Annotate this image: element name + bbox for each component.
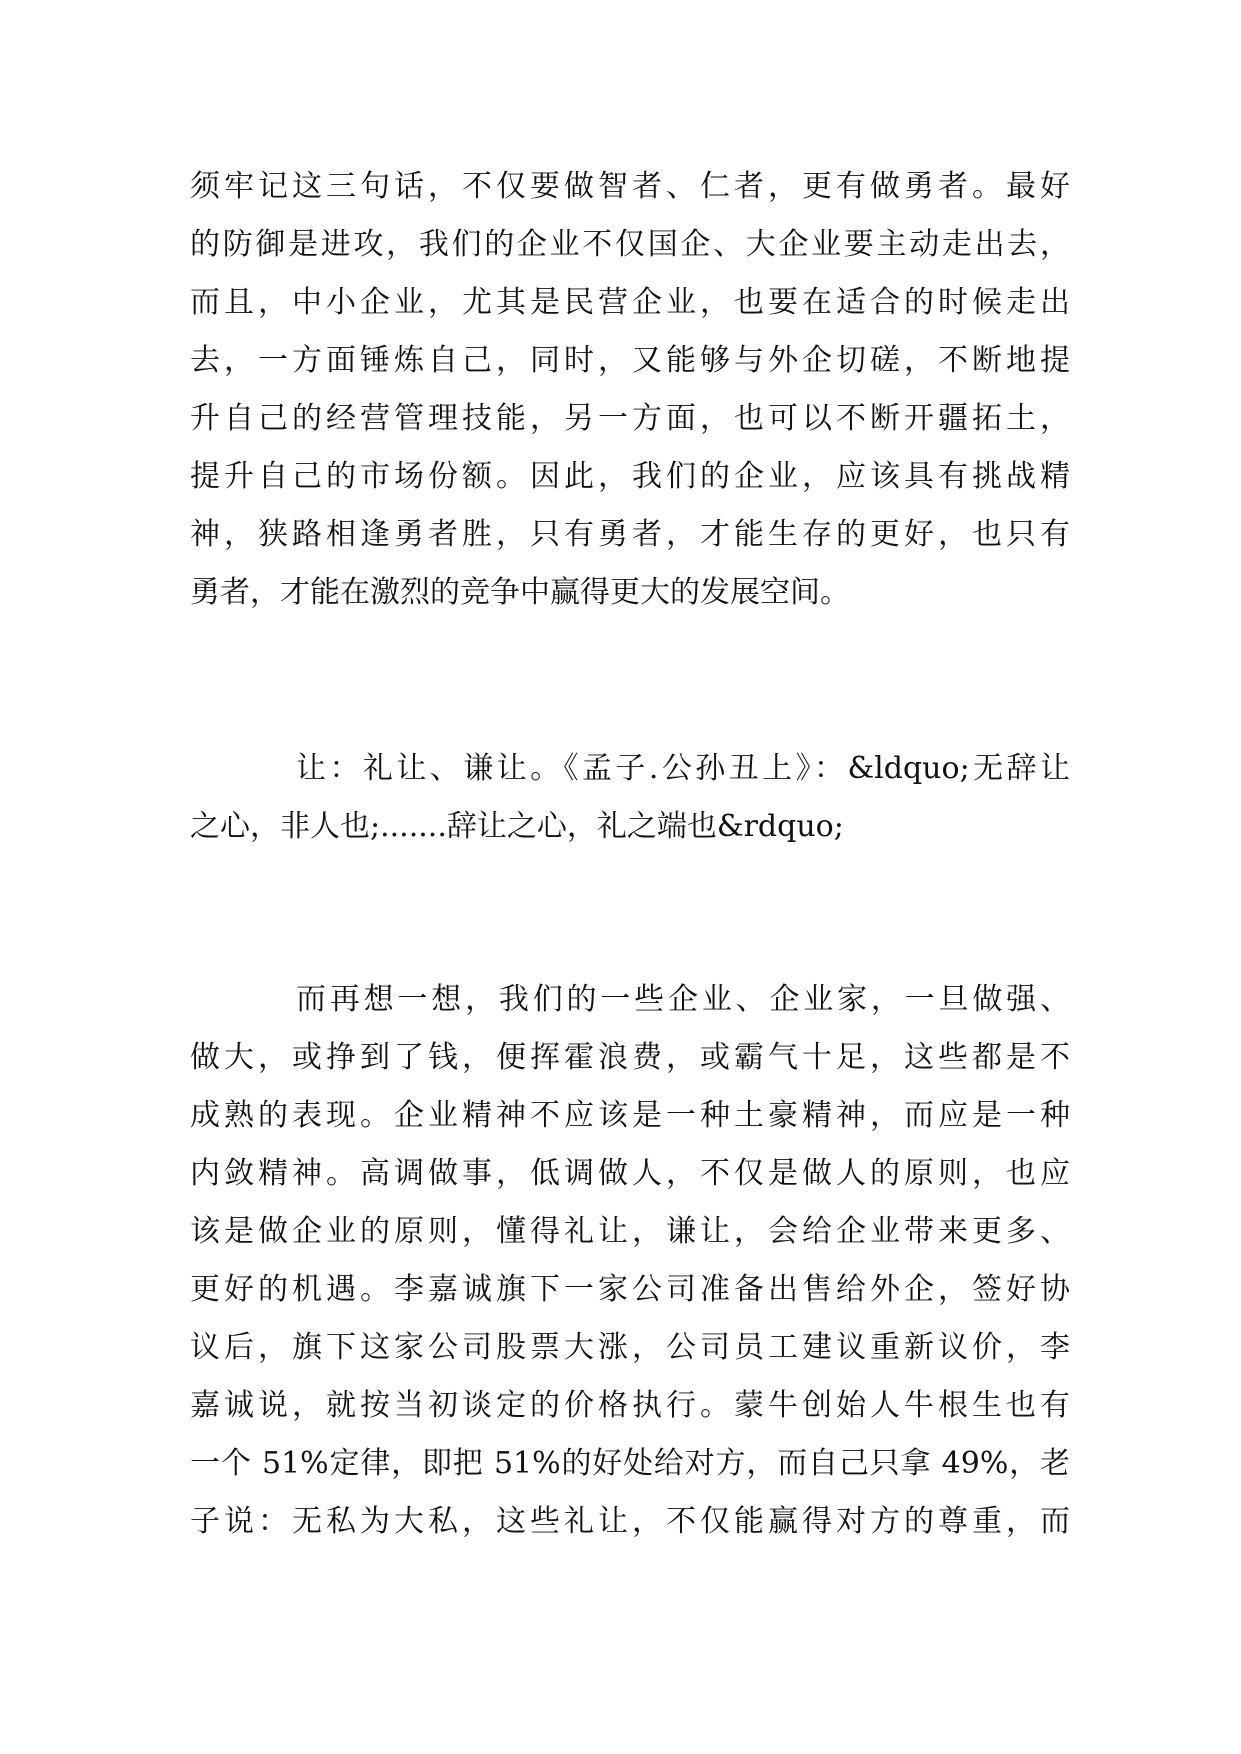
text-line: 之心，非人也;.......辞让之心，礼之端也&rdquo; <box>190 809 844 844</box>
paragraph-humility <box>190 971 1070 1551</box>
text-line: 子说：无私为大私，这些礼让，不仅能赢得对方的尊重，而 <box>190 1504 1070 1539</box>
paragraph-courtesy-definition <box>190 740 1070 856</box>
text-line: 勇者，才能在激烈的竞争中赢得更大的发展空间。 <box>190 575 850 610</box>
text-line: 做大，或挣到了钱，便挥霍浪费，或霸气十足，这些都是不 <box>190 1040 1070 1075</box>
text-line: 一个 51%定律，即把 51%的好处给对方，而自己只拿 49%，老 <box>190 1446 1070 1481</box>
text-line: 议后，旗下这家公司股票大涨，公司员工建议重新议价，李 <box>190 1330 1070 1365</box>
text-line: 内敛精神。高调做事，低调做人，不仅是做人的原则，也应 <box>190 1156 1070 1191</box>
text-line: 成熟的表现。企业精神不应该是一种土豪精神，而应是一种 <box>190 1098 1070 1133</box>
text-line: 的防御是进攻，我们的企业不仅国企、大企业要主动走出去， <box>190 227 1070 262</box>
text-line: 而再想一想，我们的一些企业、企业家，一旦做强、 <box>296 982 1070 1017</box>
text-line: 神，狭路相逢勇者胜，只有勇者，才能生存的更好，也只有 <box>190 517 1070 552</box>
text-line: 嘉诚说，就按当初谈定的价格执行。蒙牛创始人牛根生也有 <box>190 1388 1070 1423</box>
text-line: 让：礼让、谦让。《孟子.公孙丑上》：&ldquo;无辞让 <box>296 751 1070 786</box>
text-line: 更好的机遇。李嘉诚旗下一家公司准备出售给外企，签好协 <box>190 1272 1070 1307</box>
text-line: 提升自己的市场份额。因此，我们的企业，应该具有挑战精 <box>190 459 1070 494</box>
text-line: 去，一方面锤炼自己，同时，又能够与外企切磋，不断地提 <box>190 343 1070 378</box>
text-line: 须牢记这三句话，不仅要做智者、仁者，更有做勇者。最好 <box>190 169 1070 204</box>
text-line: 而且，中小企业，尤其是民营企业，也要在适合的时候走出 <box>190 285 1070 320</box>
text-line: 升自己的经营管理技能，另一方面，也可以不断开疆拓土， <box>190 401 1070 436</box>
paragraph-courage <box>190 158 1070 622</box>
text-line: 该是做企业的原则，懂得礼让，谦让，会给企业带来更多、 <box>190 1214 1070 1249</box>
